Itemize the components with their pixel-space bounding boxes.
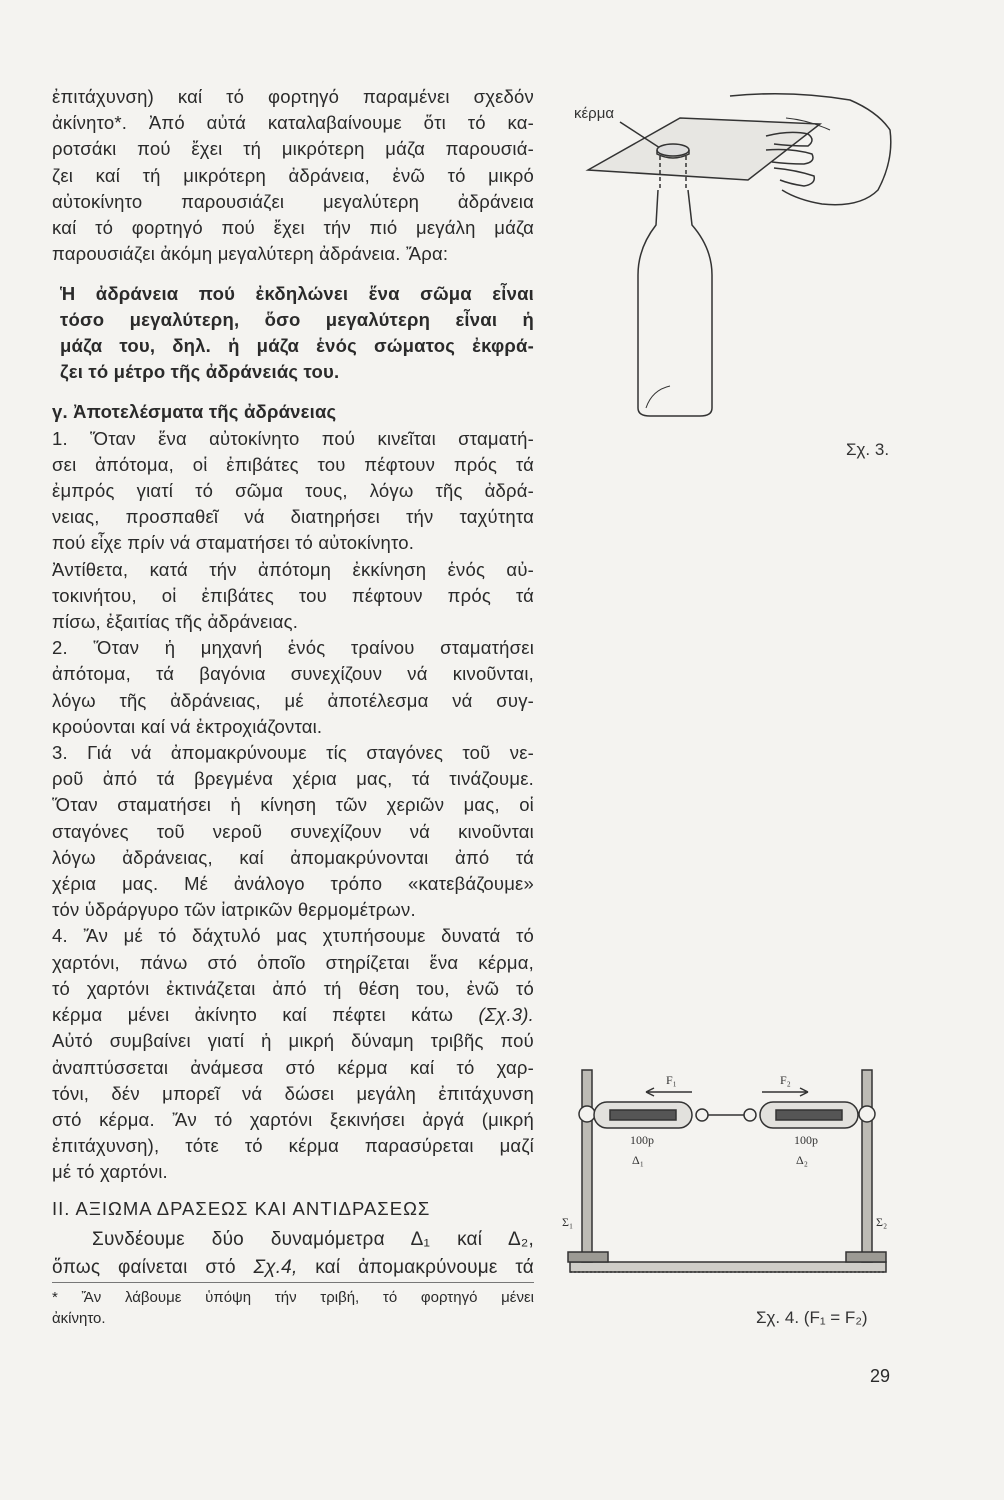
paragraph-example-coin [52, 923, 534, 1185]
paragraph-dynamometers [52, 1226, 534, 1282]
text-line: μέ τό χαρτόνι. [52, 1161, 168, 1183]
text-line: τόν ὑδράργυρο τῶν ἰατρικῶν θερμομέτρων. [52, 899, 416, 921]
figure-3-bottle-coin [560, 90, 900, 430]
paragraph-intro [52, 84, 534, 267]
text-line: 2. Ὅταν ἡ μηχανή ἑνός τραίνου σταματήσει [52, 637, 534, 659]
text-line: ζει καί τή μικρότερη ἀδράνεια, ἐνῶ τό μικρό [52, 164, 534, 186]
paragraph-example-train [52, 635, 534, 740]
figure-4-dynamometers [562, 1060, 892, 1300]
paragraph-example-water [52, 740, 534, 923]
force-arrow-f1 [646, 1088, 692, 1096]
label-scale-2: 100p [794, 1133, 818, 1147]
text-line: 1. Ὅταν ἕνα αὐτοκίνητο πού κινεῖται σταματή- [52, 427, 534, 449]
text-line: τό χαρτόνι ἐκτινάζεται ἀπό τή θέση του, ἐνῶ τό [52, 977, 534, 999]
table-base [570, 1262, 886, 1272]
footnote-divider [52, 1282, 534, 1283]
text-line: στό κέρμα. Ἄν τό χαρτόνι ξεκινήσει ἀργά (μικρή [52, 1108, 534, 1130]
label-f2: F₂ [780, 1073, 791, 1087]
text-line: παρουσιάζει ἀκόμη μεγαλύτερη ἀδράνεια. Ἄρα: [52, 243, 449, 265]
force-arrow-f2 [762, 1088, 808, 1096]
rule-line: τόσο μεγαλύτερη, ὅσο μεγαλύτερη εἶναι ἡ [60, 309, 534, 331]
page-number: 29 [870, 1366, 891, 1386]
footnote-line: * Ἄν λάβουμε ὑπόψη τήν τριβή, τό φορτηγό μένει [52, 1288, 534, 1306]
text-line: ἐμπρός γιατί τό σῶμα τους, λόγω τῆς ἀδρά- [52, 480, 534, 502]
text-line: αὐτοκίνητο παρουσιάζει μεγαλύτερη ἀδράνεια [52, 190, 534, 212]
text-line: σταγόνες τοῦ νεροῦ συνεχίζουν νά κινοῦνται [52, 820, 534, 842]
label-s1: Σ₁ [562, 1215, 574, 1229]
text-line: ροτσάκι πού ἔχει τή μικρότερη μάζα παρουσιά- [52, 138, 534, 160]
text-line: Συνδέουμε δύο δυναμόμετρα Δ₁ καί Δ₂, [92, 1228, 534, 1250]
rule-line: Ἡ ἀδράνεια πού ἐκδηλώνει ἕνα σῶμα εἶναι [60, 283, 534, 305]
text-line: Ὅταν σταματήσει ἡ κίνηση τῶν χεριῶν μας, οἱ [52, 794, 534, 816]
figure-4-caption: Σχ. 4. (F₁ = F₂) [756, 1308, 868, 1327]
main-text-column [52, 84, 534, 1329]
text-line [52, 1002, 534, 1028]
text-span: ὅπως φαίνεται στό [52, 1256, 254, 1278]
label-d1: Δ₁ [632, 1153, 644, 1167]
label-d2: Δ₂ [796, 1153, 808, 1167]
text-line: πίσω, ἐξαιτίας τῆς ἀδράνειας. [52, 611, 299, 633]
figure-3-caption: Σχ. 3. [846, 440, 890, 459]
paragraph-example-car [52, 426, 534, 636]
text-line: σει ἀπότομα, οἱ ἐπιβάτες του πέφτουν πρός τά [52, 453, 534, 475]
text-line [52, 1254, 534, 1282]
text-line: ἐπιτάχυνση), τότε τό κέρμα παρασύρεται μαζί [52, 1135, 534, 1157]
section-heading-action-reaction: ΙΙ. ΑΞΙΩΜΑ ΔΡΑΣΕΩΣ ΚΑΙ ΑΝΤΙΔΡΑΣΕΩΣ [52, 1197, 431, 1219]
text-line: πού εἶχε πρίν νά σταματήσει τό αὐτοκίνητο. [52, 532, 415, 554]
label-s2: Σ₂ [876, 1215, 888, 1229]
figure-reference: Σχ.4, [253, 1256, 298, 1278]
figure-reference: (Σχ.3). [478, 1004, 534, 1026]
label-scale-1: 100p [630, 1133, 654, 1147]
text-line: Ἀντίθετα, κατά τήν ἀπότομη ἐκκίνηση ἑνός αὐ- [52, 558, 534, 580]
stand-left [582, 1070, 592, 1262]
stand-right [862, 1070, 872, 1262]
text-line: τοκινήτου, οἱ ἐπιβάτες του πέφτουν πρός τά [52, 584, 534, 606]
text-span: κέρμα μένει ἀκίνητο καί πέφτει κάτω [52, 1004, 479, 1026]
text-line: ροῦ ἀπό τά βρεγμένα χέρια μας, τά τινάζουμε. [52, 768, 534, 790]
coin-shape [657, 144, 689, 156]
text-line: ἀκίνητο*. Ἀπό αὐτά καταλαβαίνουμε ὅτι τό κα- [52, 112, 534, 134]
text-line: καί τό φορτηγό πού ἔχει τήν πιό μεγάλη μάζα [52, 217, 534, 239]
inertia-rule [52, 281, 534, 385]
rule-line: μάζα του, δηλ. ἡ μάζα ἑνός σώματος ἐκφρά- [60, 335, 534, 357]
text-line: κρούονται καί νά ἐκτροχιάζονται. [52, 715, 323, 737]
footnote [52, 1287, 534, 1329]
text-line: Αὐτό συμβαίνει γιατί ἡ μικρή δύναμη τριβῆς πού [52, 1030, 534, 1052]
text-line: λόγω ἀδράνειας, καί ἀπομακρύνονται ἀπό τά [52, 846, 534, 868]
text-line: λόγω τῆς ἀδράνειας, μέ ἀποτέλεσμα νά συγ- [52, 689, 534, 711]
footnote-line: ἀκίνητο. [52, 1309, 106, 1327]
text-line: ἀναπτύσσεται ἀνάμεσα στό κέρμα καί τό χαρ- [52, 1056, 534, 1078]
rule-line: ζει τό μέτρο τῆς ἀδράνειάς του. [60, 361, 340, 383]
text-line: 4. Ἄν μέ τό δάχτυλό μας χτυπήσουμε δυνατά τό [52, 925, 534, 947]
subheading-effects: γ. Ἀποτελέσματα τῆς ἀδράνειας [52, 401, 337, 423]
text-line: τόνι, δέν μπορεῖ νά δώσει μεγάλη ἐπιτάχυνση [52, 1082, 534, 1104]
text-line: χαρτόνι, πάνω στό ὁποῖο στηρίζεται ἕνα κέρμα, [52, 951, 534, 973]
text-line: χέρια μας. Μέ ἀνάλογο τρόπο «κατεβάζουμε» [52, 873, 534, 895]
text-line: ἀπότομα, τά βαγόνια συνεχίζουν νά κινοῦνται, [52, 663, 534, 685]
text-line: νειας, προσπαθεῖ νά διατηρήσει τήν ταχύτητα [52, 506, 534, 528]
label-f1: F₁ [666, 1073, 677, 1087]
coin-label: κέρμα [574, 105, 615, 122]
text-line: 3. Γιά νά ἀπομακρύνουμε τίς σταγόνες τοῦ νε- [52, 742, 534, 764]
text-span: καί ἀπομακρύνουμε τά [297, 1256, 534, 1278]
text-line: ἐπιτάχυνση) καί τό φορτηγό παραμένει σχεδόν [52, 86, 534, 107]
